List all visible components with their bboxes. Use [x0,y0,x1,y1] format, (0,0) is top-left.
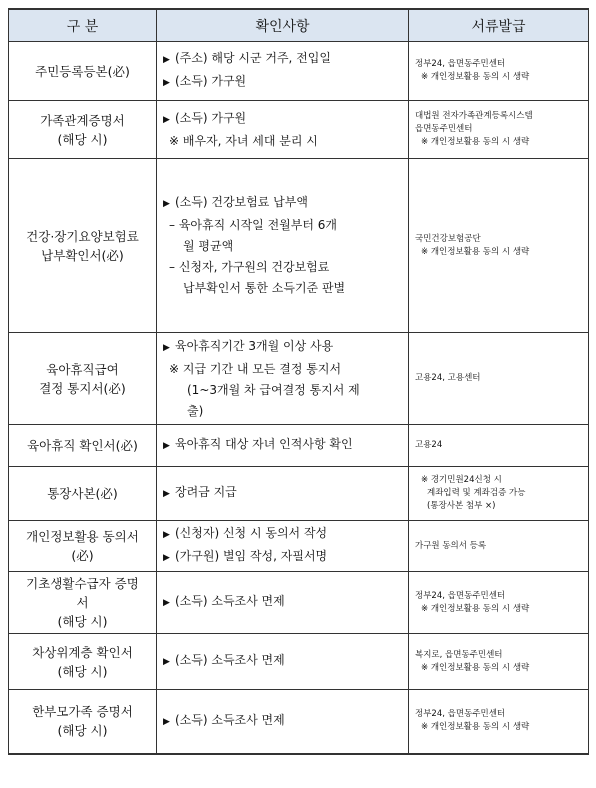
check-item [163,215,402,236]
check-item-text: 장려금 지급 [175,485,237,499]
table-row [9,634,589,690]
bullet-triangle-icon: ▶ [163,114,170,125]
check-items-cell [157,333,409,425]
check-item [163,257,402,278]
check-item-text: 육아휴직기간 3개월 이상 사용 [175,338,334,353]
issuer-text: ※ 개인정보활용 동의 시 생략 [421,722,530,733]
document-issue-cell [409,467,589,521]
check-item-text: (소득) 소득조사 면제 [175,594,285,608]
document-name: (必) [71,548,94,563]
check-item-text: (신청자) 신청 시 동의서 작성 [175,526,328,540]
issuer-text: 대법원 전자가족관계등록시스템 [415,111,533,121]
check-item-text: (소득) 가구원 [175,110,247,125]
bullet-triangle-icon: ▶ [163,553,170,563]
check-item [163,192,402,215]
header-document-issue: 서류발급 [409,9,589,42]
check-item [163,278,402,299]
check-item-text: (소득) 소득조사 면제 [175,653,285,667]
document-table [8,8,589,755]
bullet-triangle-icon: ▶ [163,55,170,65]
document-name: 개인정보활용 동의서 [26,529,139,544]
table-row [9,690,589,754]
table-row [9,467,589,521]
document-issue-cell [409,521,589,572]
bullet-triangle-icon: ▶ [163,78,170,88]
header-category: 구 분 [9,9,157,42]
issuer-text: 정부24, 읍면동주민센터 [415,709,506,720]
check-item [163,131,402,152]
document-name: (해당 시) [57,131,108,147]
table-row [9,521,589,572]
check-items-cell [157,634,409,690]
check-item-text: ※ 지급 기간 내 모든 결정 통지서 [169,361,342,376]
document-name-cell [9,42,157,101]
check-item-text: ※ 배우자, 자녀 세대 분리 시 [169,133,318,148]
check-item-text: (주소) 해당 시군 거주, 전입일 [175,51,331,65]
bullet-triangle-icon: ▶ [163,716,170,727]
issuer-text: 정부24, 읍면동주민센터 [415,590,506,601]
document-issue-cell [409,159,589,333]
check-item-text: (소득) 가구원 [175,74,247,88]
document-name: (해당 시) [57,723,108,739]
document-name-cell [9,159,157,333]
check-items-cell [157,521,409,572]
document-name: (해당 시) [57,663,108,679]
document-issue-cell [409,333,589,425]
issuer-text: ※ 개인정보활용 동의 시 생략 [421,246,530,257]
document-name-cell [9,467,157,521]
table-body [9,42,589,754]
check-item [163,591,402,614]
check-item [163,546,402,569]
check-item [163,359,402,380]
bullet-triangle-icon: ▶ [163,530,170,540]
check-item-text: (1~3개월 차 급여결정 통지서 제 [187,382,360,397]
issuer-text: ※ 개인정보활용 동의 시 생략 [421,662,530,673]
check-item [163,710,402,733]
document-name: 주민등록등본(必) [35,63,130,79]
document-name: 결정 통지서(必) [39,380,126,396]
document-name: 한부모가족 증명서 [32,704,133,720]
table-row [9,101,589,159]
check-item [163,380,402,401]
check-item [163,434,402,457]
check-items-cell [157,425,409,467]
issuer-text: 가구원 동의서 등록 [415,540,487,551]
table-row [9,42,589,101]
bullet-triangle-icon: ▶ [163,342,170,353]
bullet-triangle-icon: ▶ [163,598,170,608]
check-item-text: – 육아휴직 시작일 전월부터 6개 [169,218,337,232]
document-name-cell [9,634,157,690]
bullet-triangle-icon: ▶ [163,199,170,209]
check-item [163,523,402,546]
check-item-text: – 신청자, 가구원의 건강보험료 [169,260,330,274]
document-name-cell [9,572,157,634]
check-item [163,336,402,359]
check-item-text: (소득) 건강보험료 납부액 [175,195,308,209]
check-item [163,71,402,94]
document-name-cell [9,425,157,467]
document-name: 차상위계층 확인서 [32,644,133,660]
bullet-triangle-icon: ▶ [163,657,170,667]
check-item-text: (소득) 소득조사 면제 [175,712,285,727]
check-item [163,401,402,422]
check-items-cell [157,42,409,101]
issuer-text: 국민건강보험공단 [415,233,481,244]
document-name: 가족관계증명서 [40,112,125,128]
document-name: 건강·장기요양보험료 [26,228,139,244]
check-item-text: 출) [187,403,204,418]
issuer-text: (통장사본 첨부 ×) [427,501,496,511]
check-item-text: (가구원) 별임 작성, 자필서명 [175,549,328,563]
issuer-text: ※ 개인정보활용 동의 시 생략 [421,72,530,82]
table-row [9,425,589,467]
check-items-cell [157,101,409,159]
table-row [9,333,589,425]
issuer-text: 계좌입력 및 계좌검증 가능 [427,488,526,498]
document-name-cell [9,101,157,159]
bullet-triangle-icon: ▶ [163,441,170,451]
table-row [9,572,589,634]
document-issue-cell [409,690,589,754]
document-name: 육아휴직 확인서(必) [27,438,138,453]
document-issue-cell [409,634,589,690]
check-items-cell [157,159,409,333]
check-item-text: 월 평균액 [183,239,234,253]
check-items-cell [157,572,409,634]
document-name: 납부확인서(必) [41,247,124,263]
table-row [9,159,589,333]
issuer-text: 읍면동주민센터 [415,124,473,134]
check-items-cell [157,690,409,754]
document-name: (해당 시) [57,614,108,629]
issuer-text: ※ 개인정보활용 동의 시 생략 [421,603,530,614]
issuer-text: 복지로, 읍면동주민센터 [415,649,503,660]
bullet-triangle-icon: ▶ [163,489,170,499]
issuer-text: ※ 개인정보활용 동의 시 생략 [421,137,530,147]
check-item [163,650,402,673]
header-row [9,9,589,42]
header-check-items: 확인사항 [157,9,409,42]
check-item-text: 육아휴직 대상 자녀 인적사항 확인 [175,437,353,451]
document-name-cell [9,521,157,572]
document-issue-cell [409,42,589,101]
document-name: 서 [76,595,89,610]
document-name: 통장사본(必) [47,486,118,501]
check-items-cell [157,467,409,521]
check-item [163,48,402,71]
issuer-text: ※ 경기민원24신청 시 [421,475,502,485]
issuer-text: 정부24, 읍면동주민센터 [415,59,506,69]
document-name: 기초생활수급자 증명 [26,576,139,591]
issuer-text: 고용24 [415,440,443,450]
check-item [163,482,402,505]
check-item [163,236,402,257]
document-issue-cell [409,572,589,634]
document-issue-cell [409,425,589,467]
issuer-text: 고용24, 고용센터 [415,373,481,383]
document-issue-cell [409,101,589,159]
check-item-text: 납부확인서 통한 소득기준 판별 [183,281,346,295]
check-item [163,108,402,131]
document-name-cell [9,690,157,754]
document-name: 육아휴직급여 [46,361,119,377]
document-name-cell [9,333,157,425]
